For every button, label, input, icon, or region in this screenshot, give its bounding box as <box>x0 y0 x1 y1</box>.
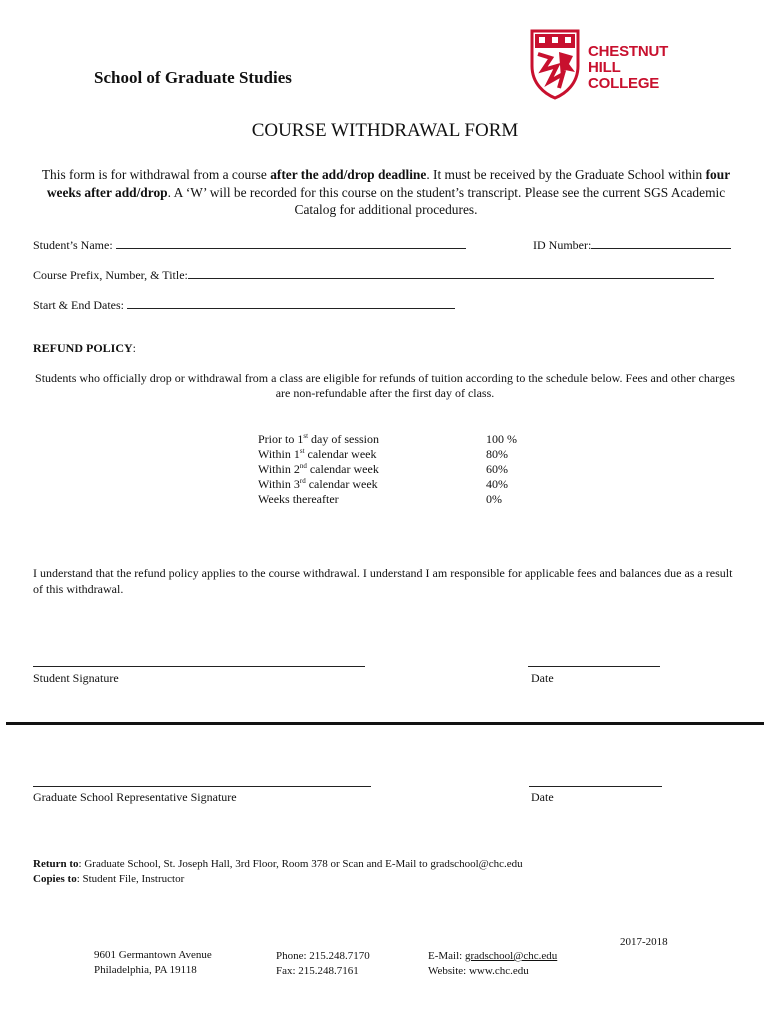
intro-text-1: This form is for withdrawal from a course <box>41 167 271 182</box>
intro-bold-1: after the add/drop deadline <box>270 167 427 182</box>
school-name: School of Graduate Studies <box>94 68 292 87</box>
form-year: 2017-2018 <box>620 936 668 948</box>
id-number-field[interactable] <box>533 236 731 253</box>
phone-number: Phone: 215.248.7170 <box>276 950 370 962</box>
schedule-row <box>258 447 558 462</box>
dates-field[interactable] <box>33 296 455 313</box>
refund-policy-text: Students who officially drop or withdrawal from a class are eligible for refunds of tuition according to the schedule below. Fees and other charges are non-refundable after the first day of class. <box>35 371 735 400</box>
student-name-field[interactable] <box>33 236 466 253</box>
schedule-row <box>258 477 558 492</box>
student-signature-label: Student Signature <box>33 671 119 685</box>
id-number-line[interactable] <box>591 236 731 249</box>
dates-line[interactable] <box>127 296 455 309</box>
logo-line-3: COLLEGE <box>588 75 660 92</box>
rep-date-label: Date <box>531 790 554 804</box>
refund-heading-colon: : <box>132 341 137 355</box>
schedule-value: 80% <box>486 447 508 461</box>
intro-text-2: . It must be received by the Graduate School within <box>426 167 706 182</box>
schedule-label: Within 1st calendar week <box>258 447 377 461</box>
schedule-label: Within 3rd calendar week <box>258 477 378 491</box>
rep-signature-label: Graduate School Representative Signature <box>33 790 237 804</box>
refund-policy-heading <box>33 341 136 356</box>
id-number-label: ID Number: <box>533 238 592 252</box>
footer-contact <box>428 949 557 978</box>
acknowledgement-text: I understand that the refund policy applies to the course withdrawal. I understand I am responsible for applicable fees and balances due as a result of this withdrawal. <box>33 566 733 596</box>
schedule-label: Within 2nd calendar week <box>258 462 379 476</box>
schedule-label: Prior to 1st day of session <box>258 432 380 446</box>
college-logo <box>529 28 679 102</box>
rep-date-line[interactable] <box>529 786 662 787</box>
schedule-value: 0% <box>486 492 502 506</box>
address-line-2: Philadelphia, PA 19118 <box>94 963 197 976</box>
fax-number: Fax: 215.248.7161 <box>276 964 359 977</box>
email-link[interactable]: gradschool@chc.edu <box>464 950 558 962</box>
address-line-1: 9601 Germantown Avenue <box>94 949 212 961</box>
schedule-row <box>258 492 558 507</box>
footer-phone-fax <box>276 949 370 978</box>
footer-address <box>94 948 212 977</box>
rep-signature-line[interactable] <box>33 786 371 787</box>
copies-to: Copies to: Student File, Instructor <box>33 873 185 885</box>
student-signature-line[interactable] <box>33 666 365 667</box>
intro-paragraph <box>36 166 736 219</box>
logo-line-2: HILL <box>588 59 621 76</box>
refund-heading-text: REFUND POLICY <box>33 341 133 355</box>
email-line: E-Mail: gradschool@chc.edu <box>428 950 558 962</box>
intro-text-3: . A ‘W’ will be recorded for this course on the student’s transcript. Please see the current SGS Academic Catalog for additional procedures. <box>167 184 726 217</box>
schedule-label: Weeks thereafter <box>258 492 339 506</box>
logo-line-1: CHESTNUT <box>588 43 669 60</box>
section-divider <box>6 722 764 725</box>
schedule-value: 100 % <box>486 432 517 446</box>
schedule-row <box>258 432 558 447</box>
form-title: COURSE WITHDRAWAL FORM <box>251 120 519 141</box>
intro-bold-2: four weeks after add/drop <box>46 167 731 200</box>
college-shield-icon <box>529 28 581 100</box>
website-line[interactable]: Website: www.chc.edu <box>428 964 529 977</box>
schedule-value: 60% <box>486 462 508 476</box>
student-name-label: Student’s Name: <box>33 238 116 252</box>
course-field[interactable] <box>33 266 714 283</box>
routing-info <box>33 857 523 887</box>
student-name-line[interactable] <box>116 236 466 249</box>
course-line[interactable] <box>188 266 714 279</box>
dates-label: Start & End Dates: <box>33 298 127 312</box>
college-wordmark <box>588 44 668 92</box>
schedule-row <box>258 462 558 477</box>
schedule-value: 40% <box>486 477 508 491</box>
course-label: Course Prefix, Number, & Title: <box>33 268 188 282</box>
return-to: Return to: Graduate School, St. Joseph Hall, 3rd Floor, Room 378 or Scan and E-Mail to gradschool@chc.edu <box>33 858 523 870</box>
student-date-label: Date <box>531 671 554 685</box>
student-date-line[interactable] <box>528 666 660 667</box>
